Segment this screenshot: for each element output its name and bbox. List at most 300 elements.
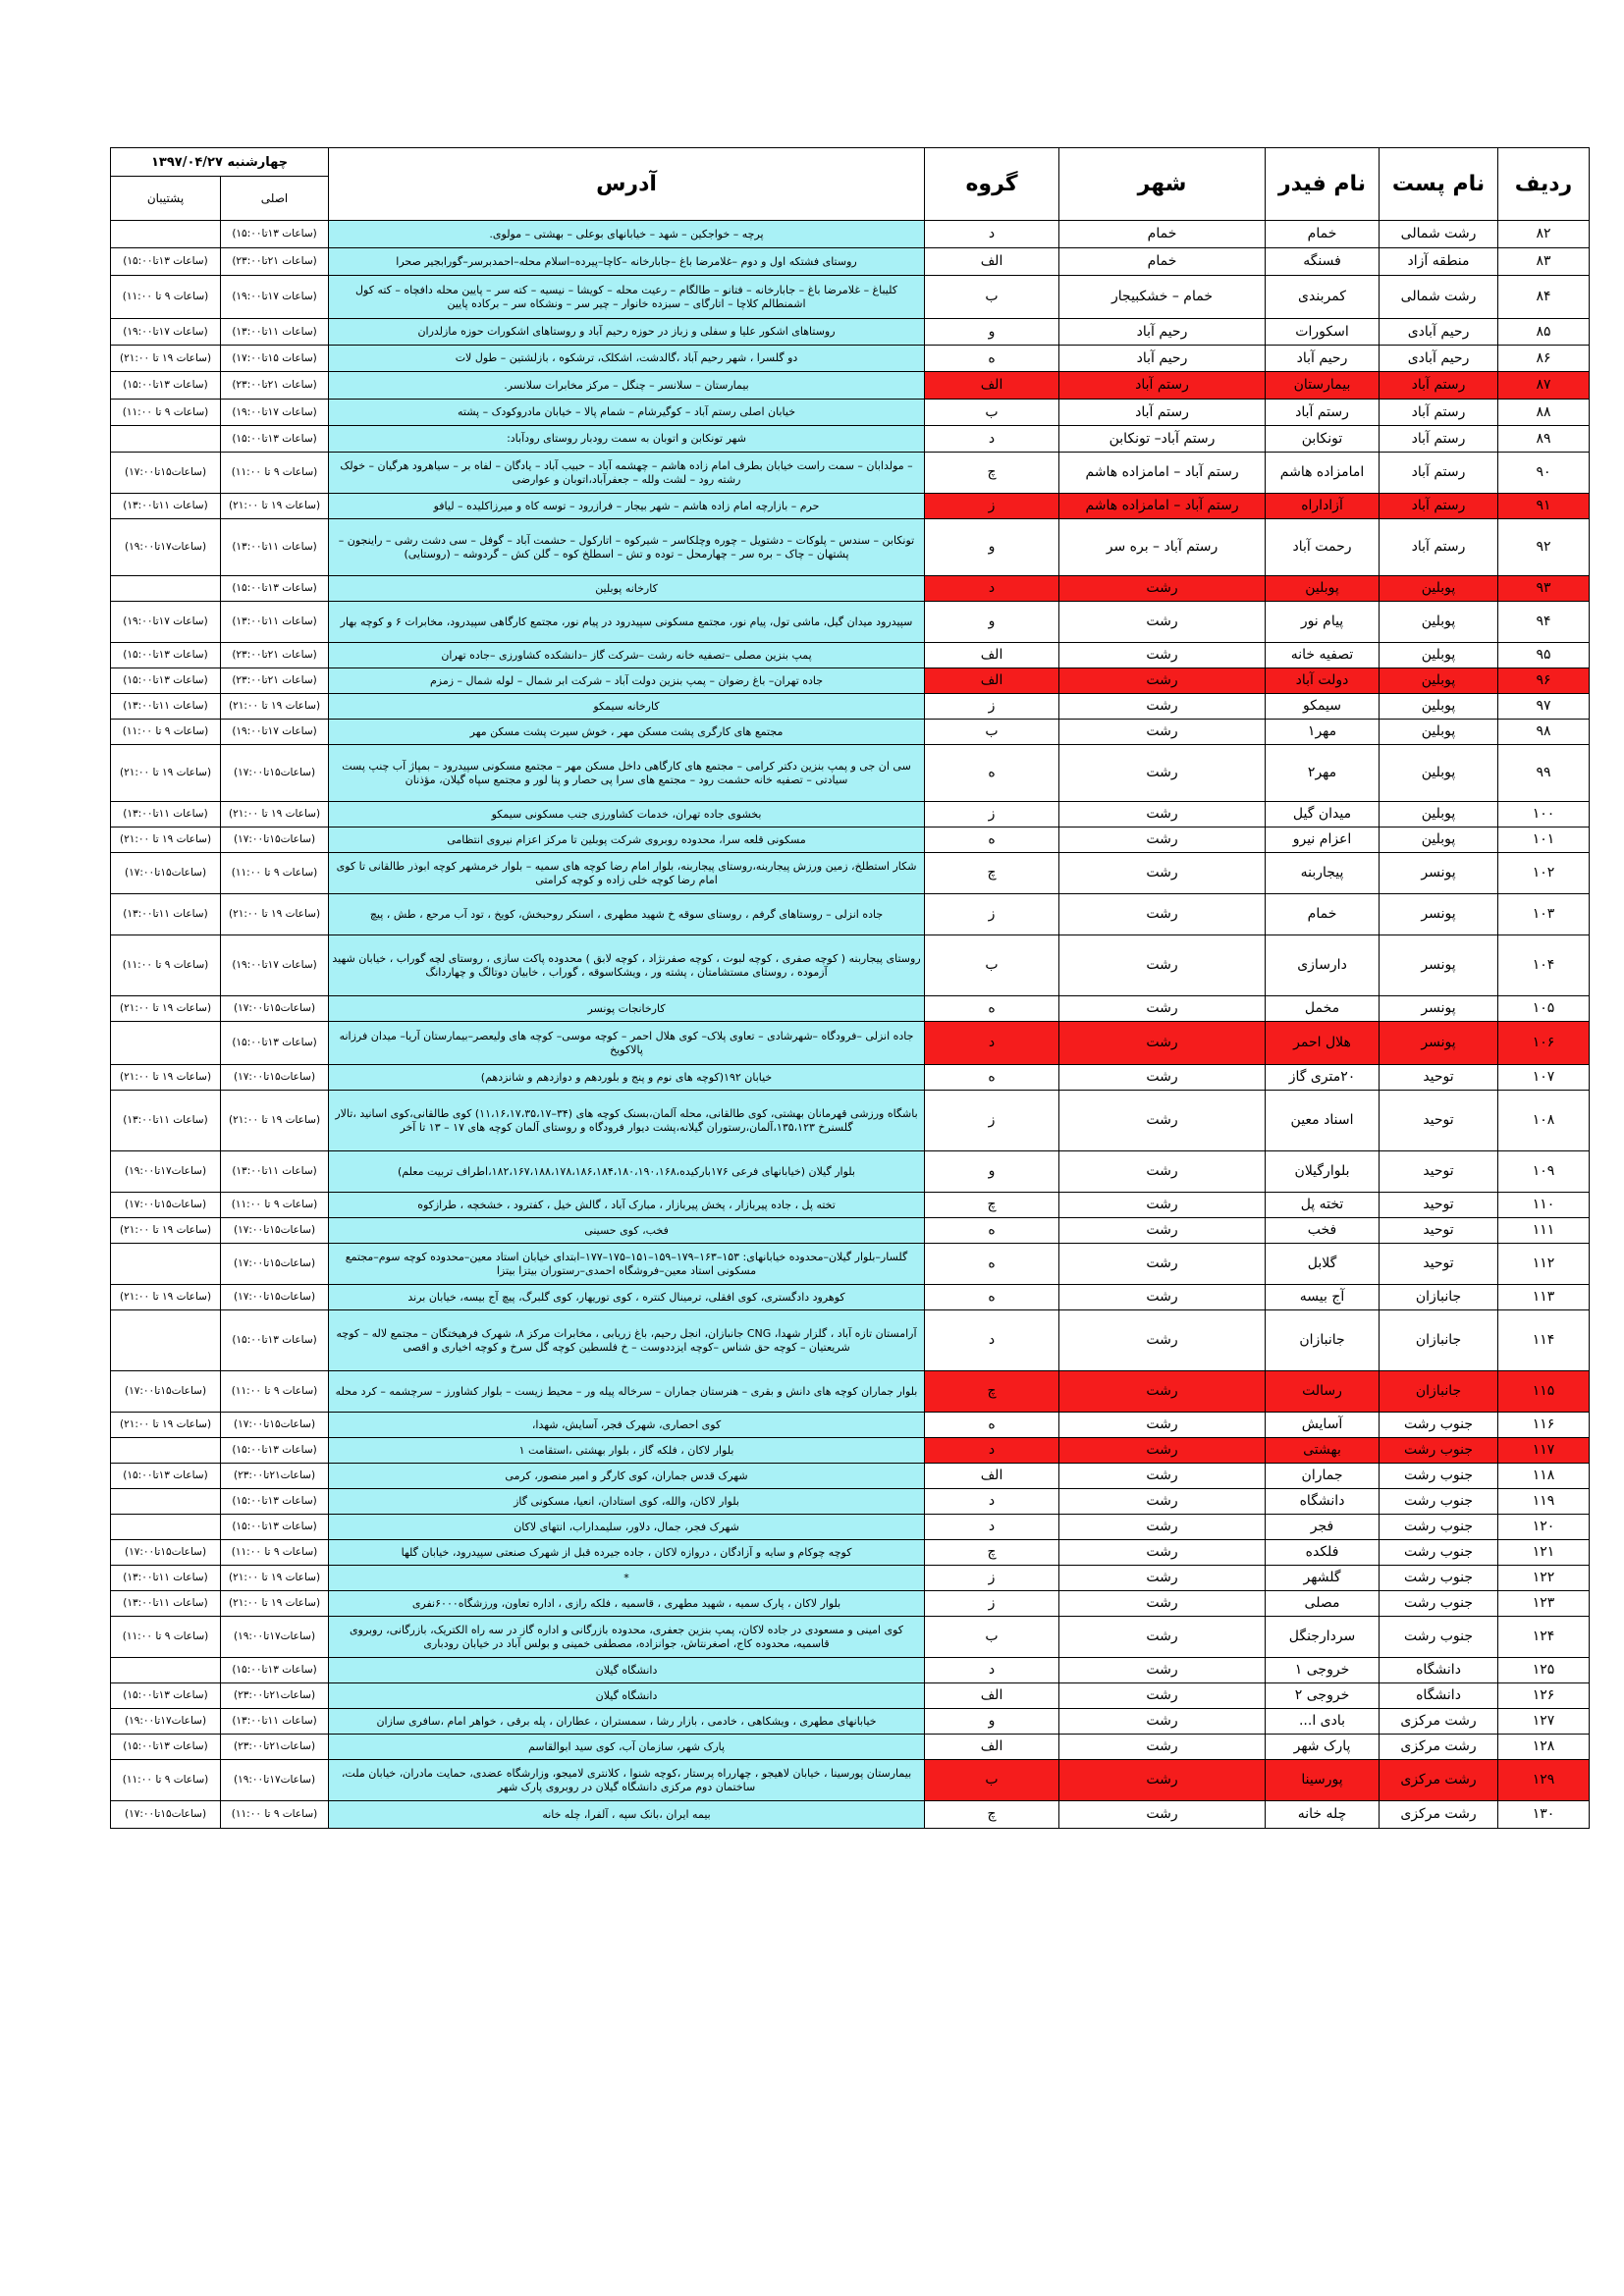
cell-group: ز (925, 1591, 1059, 1617)
cell-address: بلوار لاکان ، پارک سمیه ، شهید مطهری ، قاسمیه ، فلکه رازی ، اداره تعاون، ورزشگاه۶۰۰۰نفری (329, 1591, 925, 1617)
cell-group: ه (925, 828, 1059, 853)
header-backup: پشتیبان (111, 177, 221, 221)
cell-post-name: توحید (1380, 1218, 1498, 1244)
table-row (111, 745, 1590, 802)
cell-group: و (925, 319, 1059, 346)
cell-main-time: (ساعات ۱۳تا۱۵:۰۰) (221, 1438, 329, 1464)
cell-group: د (925, 1515, 1059, 1540)
cell-address: کارخانه سیمکو (329, 694, 925, 720)
cell-radif: ۸۶ (1498, 346, 1590, 372)
cell-post-name: پوبلین (1380, 668, 1498, 694)
table-row (111, 1022, 1590, 1065)
cell-group: چ (925, 1540, 1059, 1566)
cell-radif: ۱۰۴ (1498, 935, 1590, 996)
cell-address: آرامستان تازه آباد ، گلزار شهدا، CNG جانبازان، انجل رحیم، باغ زریابی ، مخابرات مرکز ۸، شهرک فرهیختگان – مجتمع لاله – کوچه شریعتیان – کوچه حق شناس –کوچه ایزددوست – خ فلسطین کوچه گل سرخ و کوچه اخیاری و اقصی (329, 1310, 925, 1371)
cell-backup-time (111, 1310, 221, 1371)
cell-feeder-name: تخته پل (1266, 1193, 1380, 1218)
cell-feeder-name: مصلی (1266, 1591, 1380, 1617)
cell-main-time: (ساعات ۱۳تا۱۵:۰۰) (221, 426, 329, 453)
cell-backup-time: (ساعات ۱۱تا۱۳:۰۰) (111, 894, 221, 935)
cell-main-time: (ساعات ۱۹ تا ۲۱:۰۰) (221, 494, 329, 519)
cell-city: رشت (1059, 1065, 1266, 1091)
cell-radif: ۹۶ (1498, 668, 1590, 694)
cell-post-name: پونسر (1380, 935, 1498, 996)
cell-feeder-name: گلابل (1266, 1244, 1380, 1285)
cell-backup-time: (ساعات ۱۱تا۱۳:۰۰) (111, 1091, 221, 1151)
cell-feeder-name: رحیم آباد (1266, 346, 1380, 372)
cell-feeder-name: فسنگه (1266, 248, 1380, 276)
table-row (111, 935, 1590, 996)
cell-main-time: (ساعات۱۵تا۱۷:۰۰) (221, 1065, 329, 1091)
cell-city: رشت (1059, 1091, 1266, 1151)
cell-post-name: جانبازان (1380, 1371, 1498, 1413)
cell-address: باشگاه ورزشی قهرمانان بهشتی، کوی طالقانی، محله آلمان،بسنک کوچه های (۳۴–۱۱،۱۶،۱۷،۳۵،۱۷) کوی طالقانی،کوی اسانید ،تالار گلسنرخ ۱۳۵،۱۲۳،آلمان،رستوران گیلانه،پشت دیوار فرودگاه و روستای آلمان کوچه های ۱۷ – ۱۳ تا آخر (329, 1091, 925, 1151)
cell-address: بخشوی جاده تهران، خدمات کشاورزی جنب مسکونی سیمکو (329, 802, 925, 828)
cell-city: رستم آباد (1059, 372, 1266, 400)
cell-feeder-name: بادی ا... (1266, 1709, 1380, 1735)
cell-backup-time: (ساعات ۱۳تا۱۵:۰۰) (111, 1735, 221, 1760)
table-row (111, 1413, 1590, 1438)
cell-city: رستم آباد (1059, 400, 1266, 426)
cell-city: رشت (1059, 1683, 1266, 1709)
cell-group: و (925, 1151, 1059, 1193)
cell-backup-time: (ساعات ۱۳تا۱۵:۰۰) (111, 643, 221, 668)
cell-address: بیمه ایران ،بانک سپه ، آلفرا، چله خانه (329, 1801, 925, 1829)
table-row (111, 1540, 1590, 1566)
table-row (111, 1091, 1590, 1151)
cell-radif: ۱۰۳ (1498, 894, 1590, 935)
cell-radif: ۸۸ (1498, 400, 1590, 426)
cell-radif: ۱۲۸ (1498, 1735, 1590, 1760)
cell-radif: ۱۲۹ (1498, 1760, 1590, 1801)
cell-main-time: (ساعات۲۱تا۲۳:۰۰) (221, 1683, 329, 1709)
cell-address: مجتمع های کارگری پشت مسکن مهر ، خوش سیرت پشت مسکن مهر (329, 720, 925, 745)
cell-post-name: پوبلین (1380, 720, 1498, 745)
cell-city: رشت (1059, 1310, 1266, 1371)
cell-post-name: پوبلین (1380, 802, 1498, 828)
cell-post-name: پوبلین (1380, 694, 1498, 720)
cell-backup-time: (ساعات ۱۹ تا ۲۱:۰۰) (111, 828, 221, 853)
cell-group: ب (925, 1760, 1059, 1801)
cell-post-name: پوبلین (1380, 745, 1498, 802)
cell-city: رشت (1059, 745, 1266, 802)
cell-main-time: (ساعات ۱۹ تا ۲۱:۰۰) (221, 694, 329, 720)
cell-city: خمام – خشکبیجار (1059, 276, 1266, 319)
cell-group: الف (925, 372, 1059, 400)
cell-address: خیابان ۱۹۲(کوچه های نوم و پنج و بلوردهم و دوازدهم و شانزدهم) (329, 1065, 925, 1091)
cell-city: رشت (1059, 1464, 1266, 1489)
cell-group: د (925, 1658, 1059, 1683)
cell-feeder-name: پوبلین (1266, 576, 1380, 602)
cell-backup-time: (ساعات ۱۱تا۱۳:۰۰) (111, 802, 221, 828)
cell-city: رشت (1059, 1285, 1266, 1310)
cell-post-name: رشت مرکزی (1380, 1801, 1498, 1829)
cell-group: الف (925, 643, 1059, 668)
cell-main-time: (ساعات ۱۷تا۱۹:۰۰) (221, 720, 329, 745)
cell-main-time: (ساعات ۱۱تا۱۳:۰۰) (221, 519, 329, 576)
table-row (111, 1566, 1590, 1591)
cell-group: د (925, 426, 1059, 453)
cell-city: رشت (1059, 853, 1266, 894)
cell-city: رشت (1059, 602, 1266, 643)
cell-address: فخب، کوی حسینی (329, 1218, 925, 1244)
cell-radif: ۱۳۰ (1498, 1801, 1590, 1829)
cell-radif: ۹۸ (1498, 720, 1590, 745)
cell-group: د (925, 576, 1059, 602)
cell-address: جاده تهران– باغ رضوان – پمپ بنزین دولت آباد – شرکت ابر شمال – لوله شمال – زمزم (329, 668, 925, 694)
cell-address: پارک شهر، سازمان آب، کوی سید ابوالقاسم (329, 1735, 925, 1760)
cell-main-time: (ساعات ۱۹ تا ۲۱:۰۰) (221, 894, 329, 935)
table-row (111, 248, 1590, 276)
table-row (111, 453, 1590, 494)
cell-backup-time: (ساعات ۱۹ تا ۲۱:۰۰) (111, 745, 221, 802)
cell-backup-time: (ساعات ۱۷تا۱۹:۰۰) (111, 602, 221, 643)
header-post-name: نام پست (1380, 148, 1498, 221)
table-row (111, 1735, 1590, 1760)
cell-group: د (925, 1310, 1059, 1371)
cell-post-name: رستم آباد (1380, 400, 1498, 426)
cell-feeder-name: مهر۲ (1266, 745, 1380, 802)
cell-post-name: پوبلین (1380, 643, 1498, 668)
cell-post-name: توحید (1380, 1193, 1498, 1218)
cell-post-name: رحیم آبادی (1380, 346, 1498, 372)
cell-feeder-name: اعزام نیرو (1266, 828, 1380, 853)
cell-main-time: (ساعات ۱۹ تا ۲۱:۰۰) (221, 802, 329, 828)
cell-address: – مولدابان – سمت راست خیابان بطرف امام زاده هاشم – چهشمه آباد – حبیب آباد – یادگان – لفاه بر – سیاهرود هرگیان – خولک رشته رود – لشت ولله – جعفرآباد،اتوبان و عوارضی (329, 453, 925, 494)
cell-radif: ۱۱۰ (1498, 1193, 1590, 1218)
cell-radif: ۱۰۲ (1498, 853, 1590, 894)
cell-group: ز (925, 1091, 1059, 1151)
cell-feeder-name: آسایش (1266, 1413, 1380, 1438)
cell-post-name: جنوب رشت (1380, 1540, 1498, 1566)
cell-main-time: (ساعات ۲۱تا۲۳:۰۰) (221, 643, 329, 668)
cell-backup-time: (ساعات ۱۹ تا ۲۱:۰۰) (111, 346, 221, 372)
cell-backup-time (111, 1658, 221, 1683)
cell-city: رشت (1059, 1489, 1266, 1515)
cell-backup-time: (ساعات ۹ تا ۱۱:۰۰) (111, 720, 221, 745)
cell-main-time: (ساعات ۱۱تا۱۳:۰۰) (221, 1709, 329, 1735)
cell-main-time: (ساعات ۱۳تا۱۵:۰۰) (221, 576, 329, 602)
cell-group: د (925, 1022, 1059, 1065)
cell-feeder-name: آج بیسه (1266, 1285, 1380, 1310)
cell-post-name: توحید (1380, 1065, 1498, 1091)
table-row (111, 1464, 1590, 1489)
cell-backup-time: (ساعات۱۵تا۱۷:۰۰) (111, 1193, 221, 1218)
table-row (111, 1310, 1590, 1371)
table-row (111, 1617, 1590, 1658)
cell-address: کوی احصاری، شهرک فجر، آسایش، شهدا، (329, 1413, 925, 1438)
cell-radif: ۹۰ (1498, 453, 1590, 494)
cell-feeder-name: دارسازی (1266, 935, 1380, 996)
cell-post-name: رشت شمالی (1380, 276, 1498, 319)
cell-group: د (925, 221, 1059, 248)
cell-feeder-name: دولت آباد (1266, 668, 1380, 694)
cell-address: کلیباغ – غلامرضا باغ – جابارخانه – فتانو – طالگام – رعیت محله – کویشا – نیسیه – کته سر – پایین محله دافچاه – کته کول اشمنطالم کلاچا – اتارگای – سبزده خانوار – چیر سر – ونشکاه سر – برکاده پایین (329, 276, 925, 319)
header-main: اصلی (221, 177, 329, 221)
cell-backup-time: (ساعات۱۷تا۱۹:۰۰) (111, 1709, 221, 1735)
cell-city: رشت (1059, 668, 1266, 694)
cell-city: رشت (1059, 1515, 1266, 1540)
outage-schedule-table (110, 147, 1590, 1829)
cell-radif: ۱۱۶ (1498, 1413, 1590, 1438)
cell-backup-time: (ساعات ۱۳تا۱۵:۰۰) (111, 1683, 221, 1709)
cell-group: ب (925, 276, 1059, 319)
cell-backup-time (111, 1022, 221, 1065)
cell-main-time: (ساعات۱۷تا۱۹:۰۰) (221, 1617, 329, 1658)
cell-feeder-name: ۲۰متری گاز (1266, 1065, 1380, 1091)
cell-backup-time: (ساعات ۱۳تا۱۵:۰۰) (111, 668, 221, 694)
cell-backup-time (111, 426, 221, 453)
cell-feeder-name: فجر (1266, 1515, 1380, 1540)
cell-group: ز (925, 494, 1059, 519)
table-row (111, 894, 1590, 935)
cell-post-name: پونسر (1380, 853, 1498, 894)
cell-feeder-name: بیمارستان (1266, 372, 1380, 400)
cell-backup-time (111, 1515, 221, 1540)
cell-radif: ۱۱۵ (1498, 1371, 1590, 1413)
cell-post-name: رستم آباد (1380, 372, 1498, 400)
cell-main-time: (ساعات ۱۱تا۱۳:۰۰) (221, 602, 329, 643)
cell-feeder-name: مخمل (1266, 996, 1380, 1022)
cell-address: پرچه – خواجکین – شهد – خیابانهای بوعلی – بهشتی – مولوی. (329, 221, 925, 248)
cell-city: رشت (1059, 894, 1266, 935)
cell-address: خیابانهای مطهری ، ویشکاهی ، خادمی ، بازار رشا ، سمستران ، عطاران ، پله برقی ، خواهر امام ،سافری سازان (329, 1709, 925, 1735)
table-row (111, 828, 1590, 853)
cell-feeder-name: مهر۱ (1266, 720, 1380, 745)
cell-feeder-name: رستم آباد (1266, 400, 1380, 426)
cell-group: و (925, 602, 1059, 643)
cell-main-time: (ساعات ۹ تا ۱۱:۰۰) (221, 1540, 329, 1566)
cell-feeder-name: فخب (1266, 1218, 1380, 1244)
cell-city: رشت (1059, 1218, 1266, 1244)
cell-address: شهرک قدس جماران، کوی کارگر و امیر منصور، کرمی (329, 1464, 925, 1489)
cell-group: ز (925, 802, 1059, 828)
cell-backup-time: (ساعات ۱۳تا۱۵:۰۰) (111, 372, 221, 400)
cell-post-name: رستم آباد (1380, 494, 1498, 519)
cell-main-time: (ساعات۱۷تا۱۹:۰۰) (221, 1760, 329, 1801)
cell-radif: ۱۲۳ (1498, 1591, 1590, 1617)
cell-post-name: توحید (1380, 1091, 1498, 1151)
cell-radif: ۱۰۰ (1498, 802, 1590, 828)
cell-group: ه (925, 745, 1059, 802)
cell-post-name: رشت مرکزی (1380, 1709, 1498, 1735)
cell-city: رحیم آباد (1059, 346, 1266, 372)
cell-city: رشت (1059, 1801, 1266, 1829)
table-row (111, 1438, 1590, 1464)
cell-address: گلسار–بلوار گیلان–محدوده خیابانهای: ۱۵۳–۱۶۳–۱۷۹–۱۵۹–۱۵۱–۱۷۵–۱۷۷–ابتدای خیابان استاد معین–محدوده کوچه سوم–مجتمع مسکونی استاد معین–فروشگاه احمدی–رستوران بیتزا بیتزا (329, 1244, 925, 1285)
cell-radif: ۱۲۱ (1498, 1540, 1590, 1566)
cell-city: رشت (1059, 1735, 1266, 1760)
table-row (111, 1371, 1590, 1413)
cell-radif: ۱۲۷ (1498, 1709, 1590, 1735)
cell-backup-time: (ساعات۱۵تا۱۷:۰۰) (111, 1801, 221, 1829)
cell-backup-time: (ساعات ۱۱تا۱۳:۰۰) (111, 1591, 221, 1617)
table-row (111, 1065, 1590, 1091)
cell-post-name: رستم آباد (1380, 519, 1498, 576)
cell-main-time: (ساعات۱۵تا۱۷:۰۰) (221, 828, 329, 853)
cell-post-name: توحید (1380, 1244, 1498, 1285)
cell-main-time: (ساعات۱۵تا۱۷:۰۰) (221, 1285, 329, 1310)
table-row (111, 1515, 1590, 1540)
cell-feeder-name: خروجی ۱ (1266, 1658, 1380, 1683)
cell-main-time: (ساعات ۱۵تا۱۷:۰۰) (221, 346, 329, 372)
cell-address: بیمارستان پورسینا ، خیابان لاهیجو ، چهارراه پرستار ،کوچه شنوا ، کلانتری لامیجو، وزارشگاه عضدی، حمایت مادران، خیابان ملت، ساختمان دوم مرکزی دانشگاه گیلان در روبروی پارک شهر (329, 1760, 925, 1801)
cell-address: پمپ بنزین مصلی –تصفیه خانه رشت –شرکت گاز –دانشکده کشاورزی –جاده تهران (329, 643, 925, 668)
cell-address: کارخانه پوبلین (329, 576, 925, 602)
cell-backup-time: (ساعات ۱۹ تا ۲۱:۰۰) (111, 1218, 221, 1244)
cell-main-time: (ساعات۱۵تا۱۷:۰۰) (221, 1244, 329, 1285)
header-feeder-name: نام فیدر (1266, 148, 1380, 221)
cell-group: چ (925, 1801, 1059, 1829)
cell-feeder-name: اسکورات (1266, 319, 1380, 346)
cell-backup-time: (ساعات ۱۱تا۱۳:۰۰) (111, 494, 221, 519)
cell-city: رشت (1059, 1438, 1266, 1464)
cell-post-name: جنوب رشت (1380, 1413, 1498, 1438)
cell-group: الف (925, 1735, 1059, 1760)
cell-feeder-name: خمام (1266, 894, 1380, 935)
table-row (111, 1591, 1590, 1617)
table-row (111, 802, 1590, 828)
cell-city: رشت (1059, 694, 1266, 720)
cell-group: ب (925, 400, 1059, 426)
table-row (111, 1801, 1590, 1829)
table-row (111, 221, 1590, 248)
cell-main-time: (ساعات۲۱تا۲۳:۰۰) (221, 1735, 329, 1760)
cell-post-name: رشت مرکزی (1380, 1760, 1498, 1801)
cell-city: رشت (1059, 1022, 1266, 1065)
cell-post-name: رحیم آبادی (1380, 319, 1498, 346)
cell-backup-time: (ساعات ۱۱تا۱۳:۰۰) (111, 694, 221, 720)
cell-address: جاده انزلی – روستاهای گرفم ، روستای سوقه خ شهید مطهری ، اسنکر روحبخش، کویخ ، تود آب مرحع ، طش ، پیچ (329, 894, 925, 935)
table-row (111, 346, 1590, 372)
cell-group: ه (925, 1244, 1059, 1285)
cell-group: ب (925, 720, 1059, 745)
cell-city: رشت (1059, 1413, 1266, 1438)
cell-radif: ۱۱۱ (1498, 1218, 1590, 1244)
cell-feeder-name: پیام نور (1266, 602, 1380, 643)
cell-feeder-name: رحمت آباد (1266, 519, 1380, 576)
cell-feeder-name: پارک شهر (1266, 1735, 1380, 1760)
cell-feeder-name: جانبازان (1266, 1310, 1380, 1371)
cell-post-name: رستم آباد (1380, 426, 1498, 453)
cell-group: ه (925, 1065, 1059, 1091)
cell-group: و (925, 519, 1059, 576)
cell-feeder-name: رسالت (1266, 1371, 1380, 1413)
cell-address: خیابان اصلی رستم آباد – کوگیرشام – شمام پالا – خیابان مادروکودک – پشته (329, 400, 925, 426)
cell-radif: ۱۲۶ (1498, 1683, 1590, 1709)
table-row (111, 372, 1590, 400)
cell-group: ه (925, 1218, 1059, 1244)
cell-group: الف (925, 1464, 1059, 1489)
cell-main-time: (ساعات ۱۳تا۱۵:۰۰) (221, 1658, 329, 1683)
table-row (111, 1193, 1590, 1218)
cell-feeder-name: گلشهر (1266, 1566, 1380, 1591)
cell-group: ز (925, 1566, 1059, 1591)
cell-city: رشت (1059, 935, 1266, 996)
cell-radif: ۱۲۲ (1498, 1566, 1590, 1591)
cell-feeder-name: تونکابن (1266, 426, 1380, 453)
cell-radif: ۱۰۷ (1498, 1065, 1590, 1091)
table-row (111, 494, 1590, 519)
cell-group: چ (925, 1193, 1059, 1218)
cell-city: رستم آباد – امامزاده هاشم (1059, 494, 1266, 519)
cell-post-name: جنوب رشت (1380, 1464, 1498, 1489)
cell-address: بیمارستان – سلانسر – چنگل – مرکز مخابرات سلانسر. (329, 372, 925, 400)
cell-backup-time: (ساعات۱۷تا۱۹:۰۰) (111, 1151, 221, 1193)
cell-radif: ۹۵ (1498, 643, 1590, 668)
header-group: گروه (925, 148, 1059, 221)
cell-group: د (925, 1438, 1059, 1464)
cell-radif: ۸۴ (1498, 276, 1590, 319)
cell-address: دو گلسرا ، شهر رحیم آباد ،گالدشت، اشکلک، ترشکوه ، بازلشتین – طول لات (329, 346, 925, 372)
cell-feeder-name: خروجی ۲ (1266, 1683, 1380, 1709)
cell-main-time: (ساعات ۱۳تا۱۵:۰۰) (221, 1022, 329, 1065)
cell-radif: ۹۲ (1498, 519, 1590, 576)
cell-radif: ۱۱۴ (1498, 1310, 1590, 1371)
cell-backup-time: (ساعات ۱۹ تا ۲۱:۰۰) (111, 1413, 221, 1438)
cell-city: رشت (1059, 1617, 1266, 1658)
cell-radif: ۱۱۸ (1498, 1464, 1590, 1489)
cell-backup-time: (ساعات ۱۹ تا ۲۱:۰۰) (111, 1065, 221, 1091)
cell-city: رشت (1059, 1193, 1266, 1218)
cell-backup-time (111, 221, 221, 248)
table-row (111, 1709, 1590, 1735)
table-row (111, 1244, 1590, 1285)
cell-city: رستم آباد – بره سر (1059, 519, 1266, 576)
cell-main-time: (ساعات ۲۱تا۲۳:۰۰) (221, 248, 329, 276)
cell-feeder-name: اسناد معین (1266, 1091, 1380, 1151)
cell-feeder-name: سیمکو (1266, 694, 1380, 720)
cell-radif: ۱۰۹ (1498, 1151, 1590, 1193)
cell-city: رشت (1059, 1760, 1266, 1801)
header-city: شهر (1059, 148, 1266, 221)
table-row (111, 276, 1590, 319)
cell-main-time: (ساعات ۱۹ تا ۲۱:۰۰) (221, 1091, 329, 1151)
cell-city: رشت (1059, 802, 1266, 828)
cell-radif: ۸۹ (1498, 426, 1590, 453)
cell-main-time: (ساعات ۱۷تا۱۹:۰۰) (221, 400, 329, 426)
cell-radif: ۱۱۲ (1498, 1244, 1590, 1285)
cell-backup-time (111, 1489, 221, 1515)
cell-group: ه (925, 996, 1059, 1022)
cell-main-time: (ساعات ۹ تا ۱۱:۰۰) (221, 1193, 329, 1218)
cell-backup-time (111, 576, 221, 602)
cell-address: مسکونی قلعه سرا، محدوده روبروی شرکت پوبلین تا مرکز اعزام نیروی انتظامی (329, 828, 925, 853)
cell-address: * (329, 1566, 925, 1591)
cell-address: بلوار لاکان ، فلکه گاز ، بلوار بهشتی ،استقامت ۱ (329, 1438, 925, 1464)
cell-backup-time (111, 1244, 221, 1285)
cell-city: رشت (1059, 576, 1266, 602)
cell-backup-time: (ساعات ۹ تا ۱۱:۰۰) (111, 1617, 221, 1658)
cell-backup-time: (ساعات ۱۱تا۱۳:۰۰) (111, 1566, 221, 1591)
table-row (111, 643, 1590, 668)
table-row (111, 576, 1590, 602)
cell-feeder-name: جماران (1266, 1464, 1380, 1489)
cell-radif: ۱۱۹ (1498, 1489, 1590, 1515)
cell-backup-time (111, 1438, 221, 1464)
cell-main-time: (ساعات ۱۱تا۱۳:۰۰) (221, 1151, 329, 1193)
cell-city: رشت (1059, 1371, 1266, 1413)
cell-main-time: (ساعات۲۱تا۲۳:۰۰) (221, 1464, 329, 1489)
cell-main-time: (ساعات۱۵تا۱۷:۰۰) (221, 1413, 329, 1438)
cell-address: شهرک فجر، جمال، دلاور، سلیمداراب، انتهای لاکان (329, 1515, 925, 1540)
cell-radif: ۱۰۱ (1498, 828, 1590, 853)
cell-main-time: (ساعات۱۵تا۱۷:۰۰) (221, 1218, 329, 1244)
table-row (111, 720, 1590, 745)
cell-radif: ۹۹ (1498, 745, 1590, 802)
cell-post-name: جنوب رشت (1380, 1438, 1498, 1464)
cell-address: سی ان جی و پمپ بنزین دکتر کرامی – مجتمع های کارگاهی داخل مسکن مهر – مجتمع مسکونی سپیدرود – بمپاژ آب چنپ پست سیادتی – تصفیه خانه حشمت رود – مجتمع های سرا پی حصار و پنا لور و مجتمع سپاه گیلان، مؤذنان (329, 745, 925, 802)
